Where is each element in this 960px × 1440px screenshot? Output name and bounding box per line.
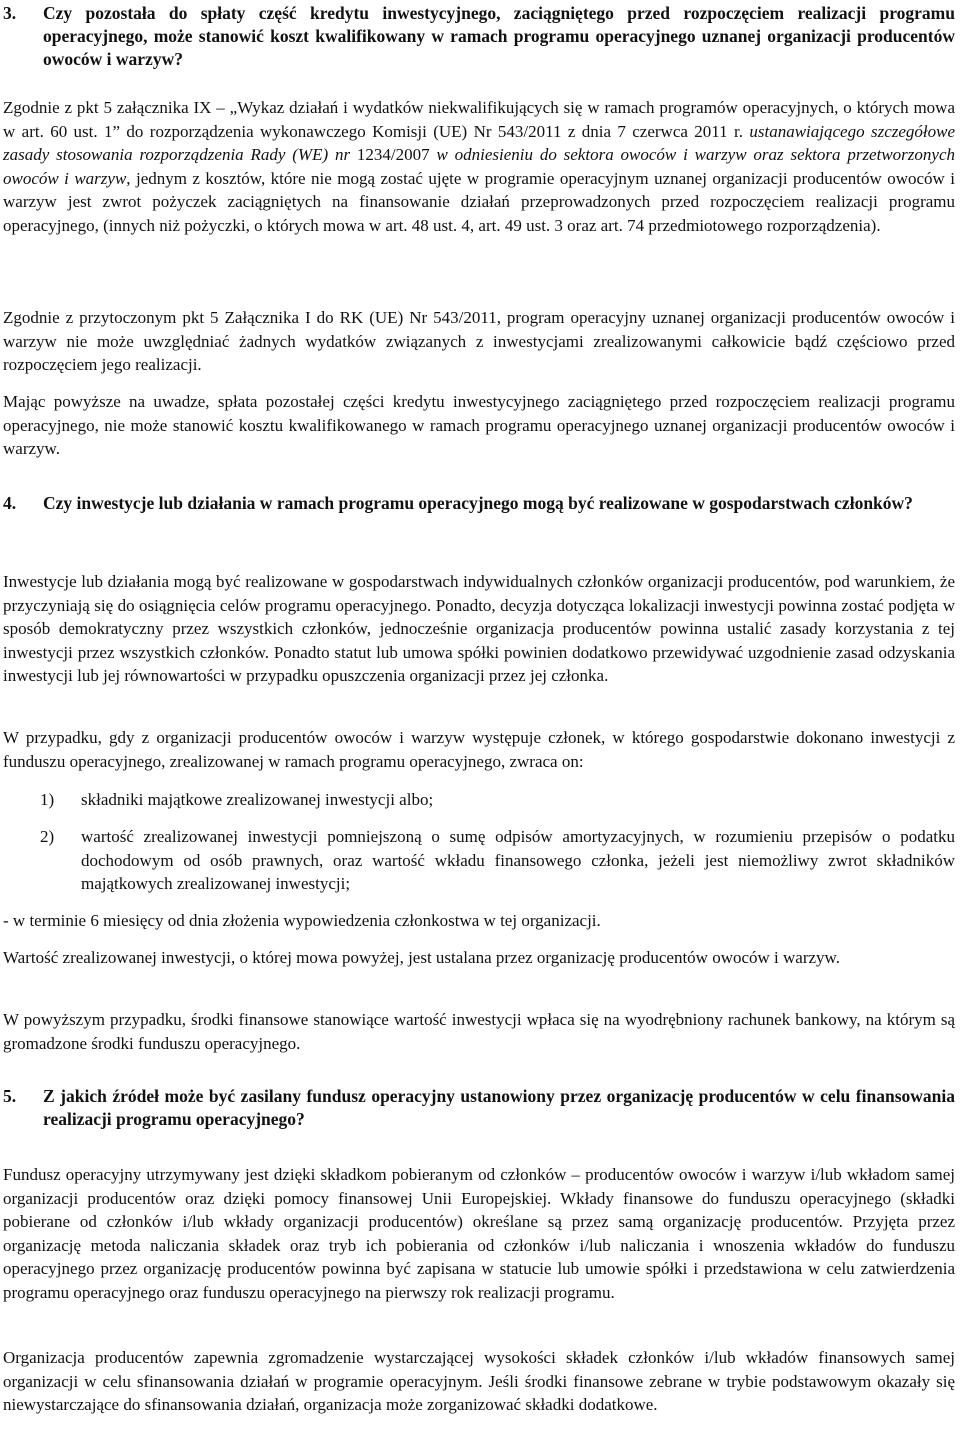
- section-3-paragraph-1: [3, 96, 955, 237]
- section-4-paragraph-1: Inwestycje lub działania mogą być realizowane w gospodarstwach indywidualnych członków organizacji producentów, pod warunkiem, że przyczyniają się do osiągnięcia celów programu operacyjnego. Ponadto, decyzja dotycząca lokalizacji inwestycji powinna zostać podjęta w sposób demokratyczny przez wszystkich członków, jednocześnie organizacja producentów powinna ustalić zasady korzystania z tej inwestycji przez wszystkich członków. Ponadto statut lub umowa spółki powinien dodatkowo przewidywać uzgodnienie zasad odzyskania inwestycji lub jej równowartości w przypadku opuszczenia organizacji przez jej członka.: [3, 572, 955, 685]
- section-5-number: 5.: [3, 1086, 17, 1106]
- section-5-paragraph-2: Organizacja producentów zapewnia zgromadzenie wystarczającej wysokości składek członków i/lub wkładów finansowych samej organizacji w celu sfinansowania działań w programie operacyjnym. Jeśli środki finansowe zebrane w trybie podstawowym okazały się niewystarczające do sfinansowania działań, organizacja może zorganizować składki dodatkowe.: [3, 1348, 955, 1414]
- section-4-paragraph-3: - w terminie 6 miesięcy od dnia złożenia wypowiedzenia członkostwa w tej organizacji.: [3, 911, 601, 930]
- section-5-heading: [3, 1085, 955, 1131]
- regulation-title-italic: ustanawiającego szczegółowe zasady stosowania rozporządzenia Rady (WE) nr: [3, 121, 956, 164]
- section-4-paragraph-5: W powyższym przypadku, środki finansowe stanowiące wartość inwestycji wpłaca się na wyodrębniony rachunek bankowy, na którym są gromadzone środki funduszu operacyjnego.: [3, 1010, 955, 1053]
- section-4-number: 4.: [3, 493, 17, 513]
- section-3-number: 3.: [3, 3, 17, 23]
- section-3-question: Czy pozostała do spłaty część kredytu inwestycyjnego, zaciągniętego przed rozpoczęciem realizacji programu operacyjnego, może stanowić koszt kwalifikowany w ramach programu operacyjnego uznanej organizacji producentów owoców i warzyw?: [43, 3, 955, 69]
- paragraph-text: 1234/2007: [356, 145, 437, 164]
- regulation-scope-italic: w odniesieniu do sektora owoców i warzyw oraz sektora przetworzonych owoców i warzyw: [3, 145, 955, 188]
- list-item: [3, 825, 955, 896]
- paragraph-text: Zgodnie z pkt 5 załącznika IX – „Wykaz działań i wydatków niekwalifikujących się w ramach programów operacyjnych, o których mowa w art. 60 ust. 1” do rozporządzenia wykonawczego Komisji (UE) Nr 543/2011 z dnia 7 czerwca 2011 r.: [3, 98, 955, 141]
- section-5-question: Z jakich źródeł może być zasilany fundusz operacyjny ustanowiony przez organizację producentów w celu finansowania realizacji programu operacyjnego?: [43, 1086, 955, 1129]
- section-3-paragraph-3: Mając powyższe na uwadze, spłata pozostałej części kredytu inwestycyjnego zaciągniętego przed rozpoczęciem realizacji programu operacyjnego, nie może stanowić kosztu kwalifikowanego w ramach programu operacyjnego uznanej organizacji producentów owoców i warzyw.: [3, 392, 955, 458]
- section-4-paragraph-2: W przypadku, gdy z organizacji producentów owoców i warzyw występuje członek, w którego gospodarstwie dokonano inwestycji z funduszu operacyjnego, zrealizowanej w ramach programu operacyjnego, zwraca on:: [3, 728, 955, 771]
- list-item-text: wartość zrealizowanej inwestycji pomniejszoną o sumę odpisów amortyzacyjnych, w rozumieniu przepisów o podatku dochodowym od osób prawnych, oraz wartość wkładu finansowego członka, jeżeli jest niemożliwy zwrot składników majątkowych zrealizowanej inwestycji;: [81, 827, 955, 893]
- section-3-heading: [3, 2, 955, 71]
- section-4-paragraph-4: Wartość zrealizowanej inwestycji, o której mowa powyżej, jest ustalana przez organizację producentów owoców i warzyw.: [3, 948, 840, 967]
- section-4-heading: [3, 492, 955, 515]
- list-item: [3, 788, 955, 812]
- paragraph-text: , jednym z kosztów, które nie mogą zostać ujęte w programie operacyjnym uznanej organizacji producentów owoców i warzyw jest zwrot pożyczek zaciągniętych na finansowanie działań przeprowadzonych przed rozpoczęciem realizacji programu operacyjnego, (innych niż pożyczki, o których mowa w art. 48 ust. 4, art. 49 ust. 3 oraz art. 74 przedmiotowego rozporządzenia).: [3, 168, 955, 235]
- section-5-paragraph-1: Fundusz operacyjny utrzymywany jest dzięki składkom pobieranym od członków – producentów owoców i warzyw i/lub wkładom samej organizacji producentów oraz dzięki pomocy finansowej Unii Europejskiej. Wkłady finansowe do funduszu operacyjnego (składki pobierane od członków i/lub wkłady organizacji producentów) określane są przez samą organizację producentów. Przyjęta przez organizację metoda naliczania składek oraz tryb ich pobierania od członków i/lub naliczania i wnoszenia wkładów do funduszu operacyjnego przez organizację producentów powinna być zapisana w statucie lub umowie spółki i przedstawiona w celu zatwierdzenia programu operacyjnego oraz funduszu operacyjnego na pierwszy rok realizacji programu.: [3, 1165, 955, 1302]
- section-3-paragraph-2: Zgodnie z przytoczonym pkt 5 Załącznika I do RK (UE) Nr 543/2011, program operacyjny uznanej organizacji producentów owoców i warzyw nie może uwzględniać żadnych wydatków związanych z inwestycjami zrealizowanymi całkowicie bądź częściowo przed rozpoczęciem jego realizacji.: [3, 308, 955, 374]
- list-item-text: składniki majątkowe zrealizowanej inwestycji albo;: [81, 790, 434, 809]
- list-item-number: 2): [40, 827, 55, 846]
- list-item-number: 1): [40, 790, 55, 809]
- section-4-question: Czy inwestycje lub działania w ramach programu operacyjnego mogą być realizowane w gospodarstwach członków?: [43, 493, 913, 513]
